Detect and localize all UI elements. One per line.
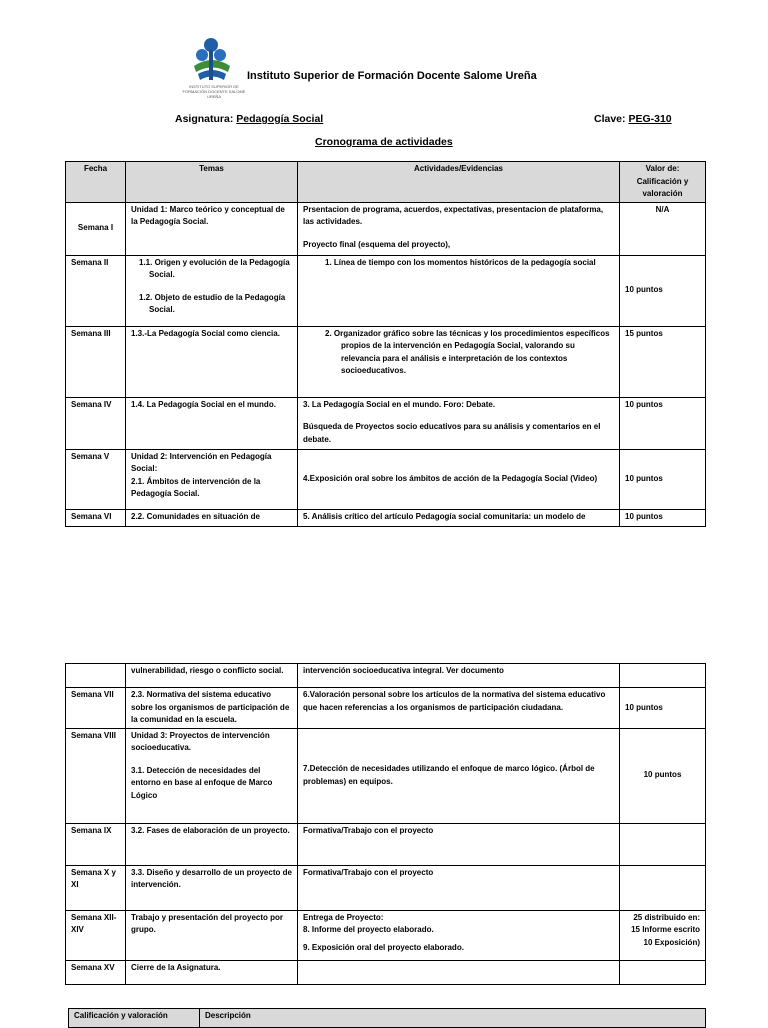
activity-text: 9. Exposición oral del proyecto elaborado.	[303, 942, 464, 952]
row-topic: 3.3. Diseño y desarrollo de un proyecto de intervención.	[126, 865, 298, 910]
table-row	[66, 688, 706, 729]
legend-header-row	[69, 1009, 706, 1028]
schedule-title: Cronograma de actividades	[315, 136, 453, 148]
activity-text: 1. Línea de tiempo con los momentos históricos de la pedagogía social	[325, 257, 596, 267]
row-value: 10 puntos	[620, 688, 706, 729]
row-activity	[298, 202, 620, 255]
table-row	[66, 823, 706, 865]
row-activity: 5. Análisis crítico del artículo Pedagogía social comunitaria: un modelo de	[298, 509, 620, 526]
topic-text: 2.1. Ámbitos de intervención de la Pedagogía Social.	[131, 476, 261, 498]
row-value: N/A	[620, 202, 706, 255]
row-week: Semana V	[66, 449, 126, 509]
activity-text: 8. Informe del proyecto elaborado.	[303, 925, 434, 934]
row-value: 10 puntos	[620, 509, 706, 526]
row-topic: vulnerabilidad, riesgo o conflicto social.	[126, 664, 298, 688]
row-week: Semana VII	[66, 688, 126, 729]
row-value: 10 puntos	[620, 255, 706, 326]
schedule-table-part-1	[65, 161, 706, 527]
header-actividades: Actividades/Evidencias	[298, 162, 620, 203]
value-text: 10 Exposición)	[643, 937, 700, 947]
row-value	[620, 664, 706, 688]
row-value	[620, 910, 706, 960]
row-activity: Formativa/Trabajo con el proyecto	[298, 865, 620, 910]
row-week: Semana IV	[66, 397, 126, 449]
table-row	[66, 449, 706, 509]
row-activity: 7.Detección de necesidades utilizando el enfoque de marco lógico. (Árbol de problemas) en equipos.	[298, 728, 620, 823]
table-row	[66, 255, 706, 326]
row-value: 10 puntos	[620, 449, 706, 509]
row-value	[620, 823, 706, 865]
row-topic	[126, 449, 298, 509]
row-activity: Formativa/Trabajo con el proyecto	[298, 823, 620, 865]
row-activity: 6.Valoración personal sobre los artículos de la normativa del sistema educativo que hacen referencias a los organismos de participación ciudadana.	[298, 688, 620, 729]
table-row	[66, 865, 706, 910]
row-topic	[126, 728, 298, 823]
row-value	[620, 865, 706, 910]
row-value: 15 puntos	[620, 326, 706, 397]
row-week: Semana VIII	[66, 728, 126, 823]
table-row	[66, 960, 706, 984]
row-week	[66, 664, 126, 688]
value-text: 15 Informe escrito	[631, 925, 700, 934]
grading-legend-table	[68, 1008, 706, 1028]
header-fecha: Fecha	[66, 162, 126, 203]
legend-col-grading: Calificación y valoración	[69, 1009, 200, 1028]
row-topic: 1.3.-La Pedagogía Social como ciencia.	[126, 326, 298, 397]
row-topic: Unidad 1: Marco teórico y conceptual de la Pedagogía Social.	[126, 202, 298, 255]
row-activity	[298, 326, 620, 397]
header-temas: Temas	[126, 162, 298, 203]
row-value: 10 puntos	[620, 728, 706, 823]
table-row	[66, 202, 706, 255]
activity-text: Búsqueda de Proyectos socio educativos para su análisis y comentarios en el debate.	[303, 422, 601, 444]
row-week: Semana XV	[66, 960, 126, 984]
topic-text: 3.1. Detección de necesidades del entorno en base al enfoque de Marco Lógico	[131, 765, 273, 800]
row-week: Semana I	[66, 202, 126, 255]
row-activity: intervención socioeducativa integral. Ver documento	[298, 664, 620, 688]
row-week: Semana X y XI	[66, 865, 126, 910]
subject-line	[175, 113, 323, 125]
row-value: 10 puntos	[620, 397, 706, 449]
schedule-table-part-2	[65, 663, 706, 985]
row-topic: Trabajo y presentación del proyecto por grupo.	[126, 910, 298, 960]
row-topic: Cierre de la Asignatura.	[126, 960, 298, 984]
row-week: Semana II	[66, 255, 126, 326]
code-line	[594, 113, 672, 125]
activity-text: 3. La Pedagogía Social en el mundo. Foro: Debate.	[303, 399, 496, 409]
subject-label: Asignatura:	[175, 113, 234, 125]
topic-text: 1.2. Objeto de estudio de la Pedagogía Social.	[139, 292, 286, 314]
table-row	[66, 326, 706, 397]
row-activity	[298, 397, 620, 449]
row-activity	[298, 255, 620, 326]
row-topic	[126, 255, 298, 326]
table-header-row	[66, 162, 706, 203]
row-topic: 1.4. La Pedagogía Social en el mundo.	[126, 397, 298, 449]
header-valor: Valor de: Calificación y valoración	[620, 162, 706, 203]
activity-text: Prsentacion de programa, acuerdos, expectativas, presentacion de plataforma, las actividades.	[303, 204, 604, 226]
table-row	[66, 664, 706, 688]
logo-caption: INSTITUTO SUPERIOR DE FORMACIÓN DOCENTE SALOME UREÑA	[182, 84, 246, 99]
row-topic: 3.2. Fases de elaboración de un proyecto.	[126, 823, 298, 865]
legend-col-description: Descripción	[200, 1009, 706, 1028]
row-value	[620, 960, 706, 984]
code-label: Clave:	[594, 113, 626, 125]
topic-text: Unidad 2: Intervención en Pedagogía Social:	[131, 451, 272, 473]
activity-text: Proyecto final (esquema del proyecto),	[303, 239, 451, 249]
row-topic: 2.3. Normativa del sistema educativo sobre los organismos de participación de la comunidad en la escuela.	[126, 688, 298, 729]
institution-title: Instituto Superior de Formación Docente Salome Ureña	[247, 70, 537, 82]
row-activity	[298, 960, 620, 984]
table-row	[66, 910, 706, 960]
row-week: Semana XII-XIV	[66, 910, 126, 960]
value-text: 25 distribuido en:	[633, 912, 700, 922]
row-activity: 4.Exposición oral sobre los ámbitos de acción de la Pedagogía Social (Video)	[298, 449, 620, 509]
code-value: PEG-310	[628, 113, 672, 125]
row-week: Semana IX	[66, 823, 126, 865]
row-week: Semana VI	[66, 509, 126, 526]
table-row	[66, 397, 706, 449]
row-week: Semana III	[66, 326, 126, 397]
topic-text: 1.1. Origen y evolución de la Pedagogía Social.	[139, 257, 290, 279]
table-row	[66, 509, 706, 526]
topic-text: Unidad 3: Proyectos de intervención socioeducativa.	[131, 730, 270, 752]
table-row	[66, 728, 706, 823]
row-topic: 2.2. Comunidades en situación de	[126, 509, 298, 526]
activity-text: 2. Organizador gráfico sobre las técnicas y los procedimientos específicos propios de la intervención en Pedagogía Social, valorando su relevancia para el análisis e interpretación de los contextos socioeducativos.	[325, 328, 610, 375]
activity-text: Entrega de Proyecto:	[303, 912, 384, 922]
row-activity	[298, 910, 620, 960]
subject-value: Pedagogía Social	[236, 113, 324, 125]
